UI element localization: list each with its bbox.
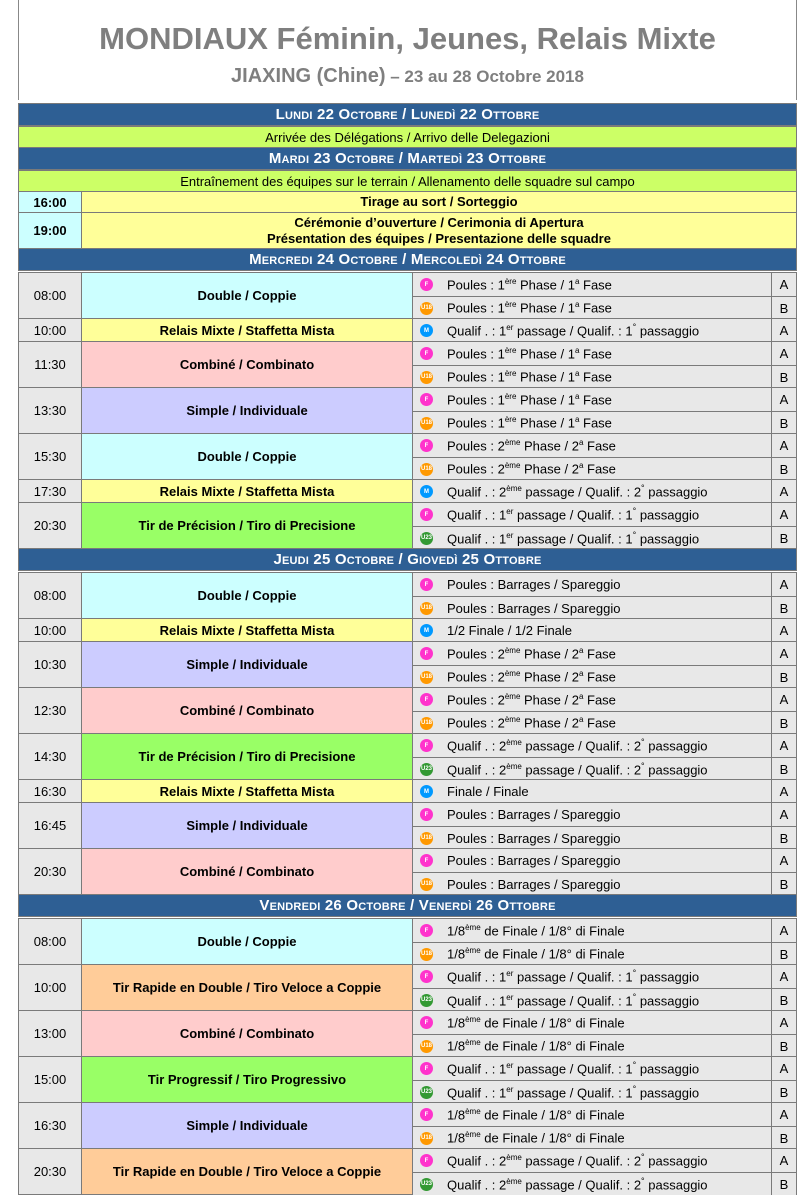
time-cell: 08:00 — [19, 273, 82, 318]
session-row — [18, 502, 797, 549]
session-row — [18, 479, 797, 503]
round-label: Poules : 2ème Phase / 2$^a$ Fase — [447, 669, 616, 685]
category-badge-icon: U23 — [420, 532, 433, 545]
group-label: A — [771, 434, 796, 457]
round-label: Poules : 2ème Phase / 2$^a$ Fase — [447, 437, 616, 454]
location-label: JIAXING (Chine) — [231, 65, 386, 87]
group-label: B — [771, 873, 796, 895]
group-label: A — [771, 642, 796, 665]
event-name: Relais Mixte / Staffetta Mista — [82, 319, 413, 341]
round-label: Poules : 1ère Phase / 1$^a$ Fase — [447, 391, 612, 408]
round-label: 1/8ème de Finale / 1/8° di Finale — [447, 946, 625, 962]
time-cell: 15:00 — [19, 1057, 82, 1102]
day-header — [18, 147, 797, 170]
round-row — [413, 1103, 796, 1126]
group-label: A — [771, 734, 796, 757]
category-badge-icon: F — [420, 647, 433, 660]
event-name: Tir Rapide en Double / Tiro Veloce a Coppie — [82, 1149, 413, 1194]
event-name: Relais Mixte / Staffetta Mista — [82, 480, 413, 502]
round-label: Qualif . : 2ème passage / Qualif. : 2° passaggio — [447, 760, 708, 778]
round-label: Poules : Barrages / Spareggio — [447, 577, 621, 592]
round-row — [413, 457, 796, 480]
round-row — [413, 1011, 796, 1034]
round-label: Poules : 2ème Phase / 2$^a$ Fase — [447, 645, 616, 662]
session-row — [18, 572, 797, 619]
day-header — [18, 548, 797, 571]
round-label: 1/2 Finale / 1/2 Finale — [447, 623, 573, 638]
event-name: Tir de Précision / Tiro di Precisione — [82, 734, 413, 779]
category-badge-icon: F — [420, 393, 433, 406]
round-row — [413, 965, 796, 988]
round-label: Qualif . : 1er passage / Qualif. : 1° passaggio — [447, 991, 700, 1009]
time-cell: 08:00 — [19, 919, 82, 964]
round-label: Poules : 1ère Phase / 1$^a$ Fase — [447, 369, 612, 385]
ceremony-label — [82, 213, 796, 248]
category-badge-icon: F — [420, 1016, 433, 1029]
time-cell: 16:30 — [19, 780, 82, 802]
time-cell: 12:30 — [19, 688, 82, 733]
event-name: Relais Mixte / Staffetta Mista — [82, 619, 413, 641]
day-title: Mardi 23 Octobre / Martedì 23 Ottobre — [268, 150, 547, 167]
group-label: B — [771, 297, 796, 319]
event-name: Relais Mixte / Staffetta Mista — [82, 780, 413, 802]
round-row — [413, 734, 796, 757]
group-label: A — [771, 688, 796, 711]
session-row — [18, 618, 797, 642]
group-label: A — [771, 573, 796, 596]
session-row — [18, 687, 797, 734]
group-label: B — [771, 1127, 796, 1149]
round-row — [413, 872, 796, 895]
page-subtitle — [19, 64, 796, 89]
session-row — [18, 433, 797, 480]
round-label: Qualif . : 2ème passage / Qualif. : 2° passaggio — [447, 1175, 708, 1193]
event-name: Simple / Individuale — [82, 642, 413, 687]
round-row — [413, 642, 796, 665]
ceremony-line: Présentation des équipes / Presentazione delle squadre — [267, 230, 611, 246]
category-badge-icon: U18 — [420, 1132, 433, 1145]
session-row — [18, 641, 797, 688]
ceremony-line: Tirage au sort / Sorteggio — [360, 194, 518, 209]
round-row — [413, 388, 796, 411]
round-row — [413, 1149, 796, 1172]
day-header — [18, 894, 797, 917]
session-row — [18, 1102, 797, 1149]
round-label: Poules : 2ème Phase / 2$^a$ Fase — [447, 715, 616, 731]
round-label: Qualif . : 2ème passage / Qualif. : 2° passaggio — [447, 483, 708, 500]
round-label: Qualif . : 1er passage / Qualif. : 1° passaggio — [447, 322, 700, 339]
round-label: 1/8ème de Finale / 1/8° di Finale — [447, 1014, 625, 1031]
category-badge-icon: U18 — [420, 463, 433, 476]
round-row — [413, 411, 796, 434]
session-row — [18, 341, 797, 388]
category-badge-icon: F — [420, 347, 433, 360]
round-row — [413, 1080, 796, 1103]
day-title: Mercredi 24 Octobre / Mercoledì 24 Ottobre — [249, 251, 566, 268]
session-row — [18, 779, 797, 803]
session-row — [18, 272, 797, 319]
round-label: Qualif . : 1er passage / Qualif. : 1° passaggio — [447, 1083, 700, 1101]
time-cell: 16:45 — [19, 803, 82, 848]
time-cell: 13:30 — [19, 388, 82, 433]
event-name: Combiné / Combinato — [82, 849, 413, 894]
group-label: B — [771, 366, 796, 388]
group-label: B — [771, 1035, 796, 1057]
category-badge-icon: U18 — [420, 878, 433, 891]
round-row — [413, 434, 796, 457]
group-label: A — [771, 480, 796, 503]
ceremony-row — [18, 212, 797, 249]
event-name: Combiné / Combinato — [82, 1011, 413, 1056]
round-row — [413, 573, 796, 596]
round-row — [413, 1126, 796, 1149]
time-cell: 08:00 — [19, 573, 82, 618]
round-label: 1/8ème de Finale / 1/8° di Finale — [447, 1106, 625, 1123]
group-label: B — [771, 597, 796, 619]
time-cell: 11:30 — [19, 342, 82, 387]
group-label: A — [771, 1011, 796, 1034]
time-cell: 17:30 — [19, 480, 82, 502]
group-label: B — [771, 1081, 796, 1103]
day-note: Arrivée des Délégations / Arrivo delle Delegazioni — [18, 126, 797, 148]
category-badge-icon: F — [420, 1108, 433, 1121]
round-row — [413, 942, 796, 965]
event-name: Simple / Individuale — [82, 388, 413, 433]
group-label: B — [771, 758, 796, 780]
round-row — [413, 319, 796, 342]
day-header — [18, 248, 797, 271]
category-badge-icon: F — [420, 808, 433, 821]
round-row — [413, 296, 796, 319]
group-label: A — [771, 319, 796, 342]
category-badge-icon: F — [420, 854, 433, 867]
time-cell: 16:00 — [19, 192, 82, 212]
time-cell: 10:00 — [19, 319, 82, 341]
time-cell: 20:30 — [19, 1149, 82, 1194]
category-badge-icon: U18 — [420, 371, 433, 384]
round-label: Poules : Barrages / Spareggio — [447, 600, 621, 616]
category-badge-icon: U18 — [420, 302, 433, 315]
session-row — [18, 318, 797, 342]
category-badge-icon: U18 — [420, 671, 433, 684]
round-row — [413, 711, 796, 734]
round-label: Qualif . : 2ème passage / Qualif. : 2° passaggio — [447, 1152, 708, 1169]
round-row — [413, 1034, 796, 1057]
event-name: Combiné / Combinato — [82, 342, 413, 387]
round-label: Poules : Barrages / Spareggio — [447, 807, 621, 822]
round-row — [413, 365, 796, 388]
category-badge-icon: F — [420, 578, 433, 591]
round-label: Poules : Barrages / Spareggio — [447, 853, 621, 868]
day-title: Lundi 22 Octobre / Lunedì 22 Ottobre — [275, 106, 540, 123]
group-label: B — [771, 712, 796, 734]
category-badge-icon: U18 — [420, 717, 433, 730]
round-row — [413, 988, 796, 1011]
time-cell: 19:00 — [19, 213, 82, 248]
group-label: A — [771, 1057, 796, 1080]
category-badge-icon: M — [420, 785, 433, 798]
group-label: A — [771, 619, 796, 642]
group-label: B — [771, 827, 796, 849]
group-label: A — [771, 965, 796, 988]
event-name: Tir Rapide en Double / Tiro Veloce a Coppie — [82, 965, 413, 1010]
round-label: Poules : 2ème Phase / 2$^a$ Fase — [447, 461, 616, 477]
category-badge-icon: U23 — [420, 1086, 433, 1099]
round-row — [413, 526, 796, 549]
day-note: Entraînement des équipes sur le terrain / Allenamento delle squadre sul campo — [18, 170, 797, 192]
round-row — [413, 273, 796, 296]
group-label: A — [771, 849, 796, 872]
round-row — [413, 480, 796, 503]
time-cell: 10:30 — [19, 642, 82, 687]
time-cell: 20:30 — [19, 849, 82, 894]
session-row — [18, 848, 797, 895]
round-row — [413, 849, 796, 872]
group-label: B — [771, 458, 796, 480]
session-row — [18, 964, 797, 1011]
category-badge-icon: U18 — [420, 602, 433, 615]
round-row — [413, 919, 796, 942]
round-row — [413, 757, 796, 780]
round-label: Qualif . : 1er passage / Qualif. : 1° passaggio — [447, 529, 700, 547]
round-label: Poules : 1ère Phase / 1$^a$ Fase — [447, 345, 612, 362]
category-badge-icon: F — [420, 278, 433, 291]
dates-label: – 23 au 28 Octobre 2018 — [385, 67, 584, 86]
event-name: Double / Coppie — [82, 919, 413, 964]
category-badge-icon: F — [420, 1154, 433, 1167]
group-label: A — [771, 919, 796, 942]
round-label: 1/8ème de Finale / 1/8° di Finale — [447, 922, 625, 939]
round-label: Finale / Finale — [447, 784, 529, 799]
group-label: B — [771, 666, 796, 688]
day-header — [18, 103, 797, 126]
category-badge-icon: U18 — [420, 832, 433, 845]
event-name: Combiné / Combinato — [82, 688, 413, 733]
round-row — [413, 1057, 796, 1080]
round-row — [413, 688, 796, 711]
document-header — [18, 0, 797, 100]
time-cell: 10:00 — [19, 965, 82, 1010]
day-title: Jeudi 25 Octobre / Giovedì 25 Ottobre — [273, 551, 542, 568]
round-row — [413, 803, 796, 826]
group-label: B — [771, 527, 796, 549]
ceremony-lines — [267, 215, 611, 247]
category-badge-icon: U18 — [420, 417, 433, 430]
group-label: A — [771, 342, 796, 365]
group-label: A — [771, 273, 796, 296]
session-row — [18, 1010, 797, 1057]
day-title: Vendredi 26 Octobre / Venerdì 26 Ottobre — [259, 897, 556, 914]
round-label: Qualif . : 1er passage / Qualif. : 1° passaggio — [447, 506, 700, 523]
group-label: A — [771, 503, 796, 526]
category-badge-icon: M — [420, 624, 433, 637]
category-badge-icon: F — [420, 1062, 433, 1075]
session-row — [18, 1056, 797, 1103]
event-name: Double / Coppie — [82, 573, 413, 618]
round-row — [413, 826, 796, 849]
ceremony-line: Cérémonie d’ouverture / Cerimonia di Apertura — [294, 214, 584, 230]
round-row — [413, 596, 796, 619]
schedule-document — [18, 0, 797, 1200]
round-label: Qualif . : 1er passage / Qualif. : 1° passaggio — [447, 1060, 700, 1077]
event-name: Double / Coppie — [82, 434, 413, 479]
category-badge-icon: F — [420, 924, 433, 937]
time-cell: 20:30 — [19, 503, 82, 548]
category-badge-icon: F — [420, 970, 433, 983]
ceremony-lines — [360, 194, 517, 210]
event-name: Simple / Individuale — [82, 1103, 413, 1148]
round-label: Qualif . : 1er passage / Qualif. : 1° passaggio — [447, 968, 700, 985]
event-name: Tir de Précision / Tiro di Precisione — [82, 503, 413, 548]
round-label: Poules : 2ème Phase / 2$^a$ Fase — [447, 691, 616, 708]
category-badge-icon: F — [420, 439, 433, 452]
session-row — [18, 802, 797, 849]
page-title: MONDIAUX Féminin, Jeunes, Relais Mixte — [99, 21, 716, 56]
group-label: B — [771, 943, 796, 965]
group-label: A — [771, 1149, 796, 1172]
ceremony-label — [82, 192, 796, 212]
round-row — [413, 780, 796, 803]
group-label: B — [771, 412, 796, 434]
time-cell: 16:30 — [19, 1103, 82, 1148]
category-badge-icon: F — [420, 508, 433, 521]
round-label: Qualif . : 2ème passage / Qualif. : 2° passaggio — [447, 737, 708, 754]
time-cell: 10:00 — [19, 619, 82, 641]
event-name: Simple / Individuale — [82, 803, 413, 848]
time-cell: 14:30 — [19, 734, 82, 779]
category-badge-icon: U23 — [420, 994, 433, 1007]
session-row — [18, 1148, 797, 1195]
time-cell: 15:30 — [19, 434, 82, 479]
group-label: A — [771, 780, 796, 803]
round-label: 1/8ème de Finale / 1/8° di Finale — [447, 1038, 625, 1054]
round-row — [413, 342, 796, 365]
group-label: A — [771, 388, 796, 411]
session-row — [18, 733, 797, 780]
round-row — [413, 665, 796, 688]
category-badge-icon: M — [420, 485, 433, 498]
round-label: Poules : Barrages / Spareggio — [447, 876, 621, 892]
category-badge-icon: F — [420, 693, 433, 706]
round-row — [413, 1172, 796, 1195]
category-badge-icon: M — [420, 324, 433, 337]
group-label: B — [771, 1173, 796, 1195]
ceremony-row — [18, 191, 797, 213]
category-badge-icon: F — [420, 739, 433, 752]
round-row — [413, 619, 796, 642]
group-label: B — [771, 989, 796, 1011]
round-label: Poules : Barrages / Spareggio — [447, 830, 621, 846]
category-badge-icon: U23 — [420, 763, 433, 776]
round-row — [413, 503, 796, 526]
round-label: Poules : 1ère Phase / 1$^a$ Fase — [447, 415, 612, 431]
category-badge-icon: U23 — [420, 1178, 433, 1191]
group-label: A — [771, 803, 796, 826]
event-name: Tir Progressif / Tiro Progressivo — [82, 1057, 413, 1102]
round-label: Poules : 1ère Phase / 1$^a$ Fase — [447, 276, 612, 293]
round-label: Poules : 1ère Phase / 1$^a$ Fase — [447, 300, 612, 316]
session-row — [18, 918, 797, 965]
category-badge-icon: U18 — [420, 948, 433, 961]
category-badge-icon: U18 — [420, 1040, 433, 1053]
event-name: Double / Coppie — [82, 273, 413, 318]
group-label: A — [771, 1103, 796, 1126]
session-row — [18, 387, 797, 434]
time-cell: 13:00 — [19, 1011, 82, 1056]
round-label: 1/8ème de Finale / 1/8° di Finale — [447, 1130, 625, 1146]
